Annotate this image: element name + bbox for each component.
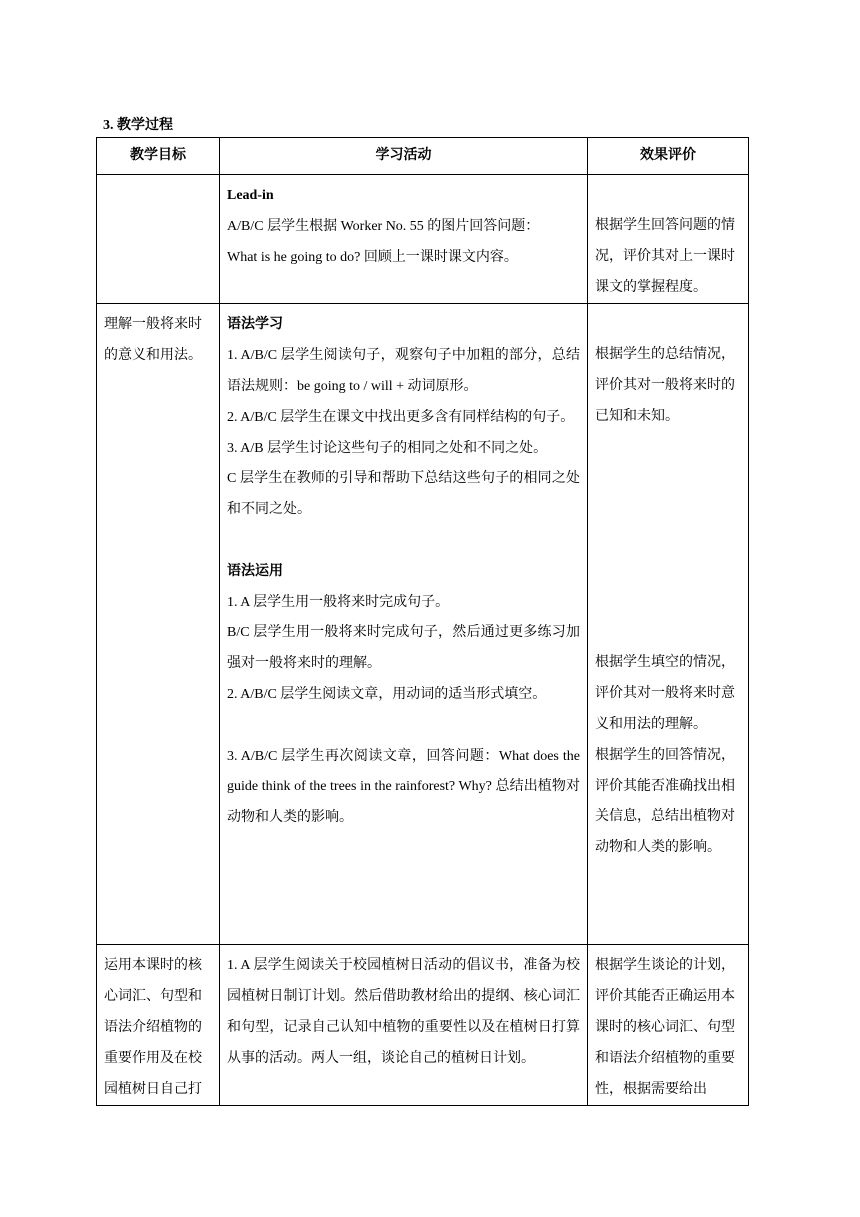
- header-evaluation: 效果评价: [588, 138, 749, 175]
- evaluation-text: 根据学生的回答情况，评价其能否准确找出相关信息，总结出植物对动物和人类的影响。: [595, 747, 735, 856]
- activity-item: C 层学生在教师的引导和帮助下总结这些句子的相同之处和不同之处。: [227, 471, 580, 518]
- grammar-practice-heading: 语法运用: [227, 563, 283, 579]
- goal-text: 理解一般将来时的意义和用法。: [104, 317, 202, 364]
- goal-cell: [97, 945, 220, 1106]
- evaluation-cell: [588, 945, 749, 1106]
- activity-cell: [220, 945, 588, 1106]
- spacer: [227, 711, 580, 742]
- header-learning-activity: 学习活动: [220, 138, 588, 175]
- activity-cell: [220, 304, 588, 945]
- evaluation-text: 根据学生填空的情况，评价其对一般将来时意义和用法的理解。: [595, 655, 735, 732]
- evaluation-cell: [588, 304, 749, 945]
- grammar-learning-heading: 语法学习: [227, 317, 283, 333]
- activity-item: 1. A/B/C 层学生阅读句子，观察句子中加粗的部分，总结语法规则：be going to / will + 动词原形。: [227, 348, 580, 394]
- teaching-process-table: [96, 137, 749, 1106]
- evaluation-cell: [588, 175, 749, 304]
- activity-item: B/C 层学生用一般将来时完成句子，然后通过更多练习加强对一般将来时的理解。: [227, 625, 580, 672]
- table-row: [97, 175, 749, 304]
- activity-line: A/B/C 层学生根据 Worker No. 55 的图片回答问题：: [227, 218, 540, 234]
- activity-item: 2. A/B/C 层学生在课文中找出更多含有同样结构的句子。: [227, 409, 575, 425]
- table-row: [97, 945, 749, 1106]
- activity-item: 3. A/B 层学生讨论这些句子的相同之处和不同之处。: [227, 440, 548, 456]
- activity-item: 3. A/B/C 层学生再次阅读文章，回答问题：What does the guide think of the trees in the rainforest? Why? 总结出植物对动物和人类的影响。: [227, 748, 580, 826]
- spacer: [595, 433, 741, 649]
- activity-line: What is he going to do? 回顾上一课时课文内容。: [227, 249, 518, 265]
- header-teaching-goal: 教学目标: [97, 138, 220, 175]
- section-title: 3. 教学过程: [103, 118, 173, 133]
- activity-heading: Lead-in: [227, 188, 274, 203]
- activity-item: 1. A 层学生用一般将来时完成句子。: [227, 594, 450, 610]
- spacer: [227, 526, 580, 557]
- evaluation-text: 根据学生的总结情况，评价其对一般将来时的已知和未知。: [595, 347, 735, 424]
- activity-item: 2. A/B/C 层学生阅读文章，用动词的适当形式填空。: [227, 686, 547, 702]
- activity-cell: [220, 175, 588, 304]
- evaluation-text: 根据学生回答问题的情况，评价其对上一课时课文的掌握程度。: [595, 218, 735, 295]
- goal-text: 运用本课时的核心词汇、句型和语法介绍植物的重要作用及在校园植树日自己打: [104, 958, 202, 1097]
- goal-cell: [97, 304, 220, 945]
- evaluation-text: 根据学生谈论的计划，评价其能否正确运用本课时的核心词汇、句型和语法介绍植物的重要性，根据需要给出: [595, 958, 735, 1097]
- activity-item: 1. A 层学生阅读关于校园植树日活动的倡议书，准备为校园植树日制订计划。然后借助教材给出的提纲、核心词汇和句型，记录自己认知中植物的重要性以及在植树日打算从事的活动。两人一组，谈论自己的植树日计划。: [227, 958, 580, 1066]
- goal-cell: [97, 175, 220, 304]
- table-row: [97, 304, 749, 945]
- table-header-row: [97, 138, 749, 175]
